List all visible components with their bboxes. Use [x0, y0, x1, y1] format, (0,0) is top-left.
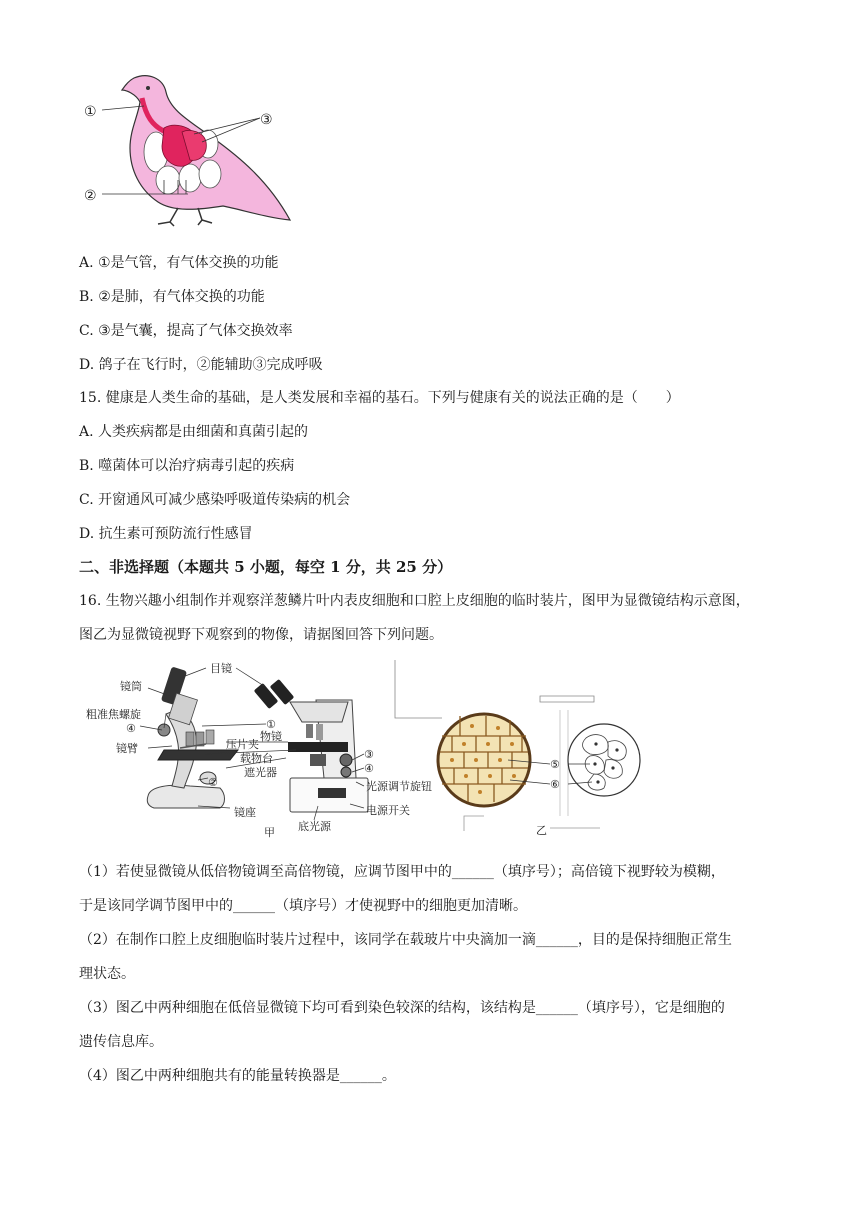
- q14-option-a: A. ①是气管，有气体交换的功能: [79, 255, 279, 271]
- label-mujing: 目镜: [210, 662, 232, 675]
- q14-option-b: B. ②是肺，有气体交换的功能: [79, 289, 265, 305]
- q16-sub4-line1: （4）图乙中两种细胞共有的能量转换器是______。: [79, 1068, 396, 1084]
- microscope-figure: [80, 656, 660, 846]
- q16-stem-line2: 图乙为显微镜视野下观察到的物像，请据图回答下列问题。: [79, 627, 443, 643]
- label-num4-left: ④: [126, 722, 136, 735]
- section-heading: 二、非选择题（本题共 5 小题，每空 1 分，共 25 分）: [79, 558, 453, 576]
- label-guangyuan: 光源调节旋钮: [366, 780, 432, 793]
- q16-sub2-line2: 理状态。: [79, 966, 135, 982]
- label-jingbi: 镜臂: [116, 742, 138, 755]
- label-zaiwutai: 载物台: [240, 752, 273, 765]
- onion-cells: [438, 714, 530, 806]
- q15-option-c: C. 开窗通风可减少感染呼吸道传染病的机会: [79, 492, 351, 508]
- label-num4-right: ④: [364, 762, 374, 775]
- pigeon-label-3: ③: [260, 112, 273, 128]
- label-num5: ⑤: [550, 758, 560, 771]
- label-jingzuo: 镜座: [234, 806, 256, 819]
- q15-stem: 15. 健康是人类生命的基础，是人类发展和幸福的基石。下列与健康有关的说法正确的是（ ）: [79, 390, 680, 406]
- label-jingtong: 镜筒: [120, 680, 142, 693]
- label-num2: ②: [208, 776, 218, 789]
- microscope-right: [254, 679, 368, 812]
- label-num3: ③: [364, 748, 374, 761]
- pigeon-figure: [78, 70, 298, 235]
- q15-option-d: D. 抗生素可预防流行性感冒: [79, 526, 253, 542]
- pigeon-label-2: ②: [84, 188, 97, 204]
- label-num6: ⑥: [550, 778, 560, 791]
- label-diguangyuan: 底光源: [298, 820, 331, 833]
- pigeon-label-1: ①: [84, 104, 97, 120]
- q14-option-d: D. 鸽子在飞行时，②能辅助③完成呼吸: [79, 357, 323, 373]
- q16-sub3-line1: （3）图乙中两种细胞在低倍显微镜下均可看到染色较深的结构，该结构是______（填序号），它是细胞的: [79, 1000, 725, 1016]
- label-num1: ①: [266, 718, 276, 731]
- microscope-left: [147, 666, 238, 808]
- caption-yi: 乙: [536, 824, 547, 837]
- q16-sub2-line1: （2）在制作口腔上皮细胞临时装片过程中，该同学在载玻片中央滴加一滴______，目的是保持细胞正常生: [79, 932, 732, 948]
- q16-sub3-line2: 遗传信息库。: [79, 1034, 163, 1050]
- q15-option-b: B. 噬菌体可以治疗病毒引起的疾病: [79, 458, 295, 474]
- label-zheguangqi: 遮光器: [244, 766, 277, 779]
- label-cuzhun: 粗准焦螺旋: [86, 708, 141, 721]
- q16-stem-line1: 16. 生物兴趣小组制作并观察洋葱鳞片叶内表皮细胞和口腔上皮细胞的临时装片，图甲为显微镜结构示意图，: [79, 593, 750, 609]
- label-yapianjia: 压片夹: [226, 738, 259, 751]
- q16-sub1-line1: （1）若使显微镜从低倍物镜调至高倍物镜，应调节图甲中的______（填序号）；高倍镜下视野较为模糊，: [79, 864, 725, 880]
- q14-option-c: C. ③是气囊，提高了气体交换效率: [79, 323, 293, 339]
- label-dianyuan: 电源开关: [366, 804, 410, 817]
- label-wujing: 物镜: [260, 730, 282, 743]
- cheek-cells: [568, 724, 640, 796]
- q15-option-a: A. 人类疾病都是由细菌和真菌引起的: [79, 424, 309, 440]
- caption-jia: 甲: [264, 826, 275, 839]
- q16-sub1-line2: 于是该同学调节图甲中的______（填序号）才使视野中的细胞更加清晰。: [79, 898, 527, 914]
